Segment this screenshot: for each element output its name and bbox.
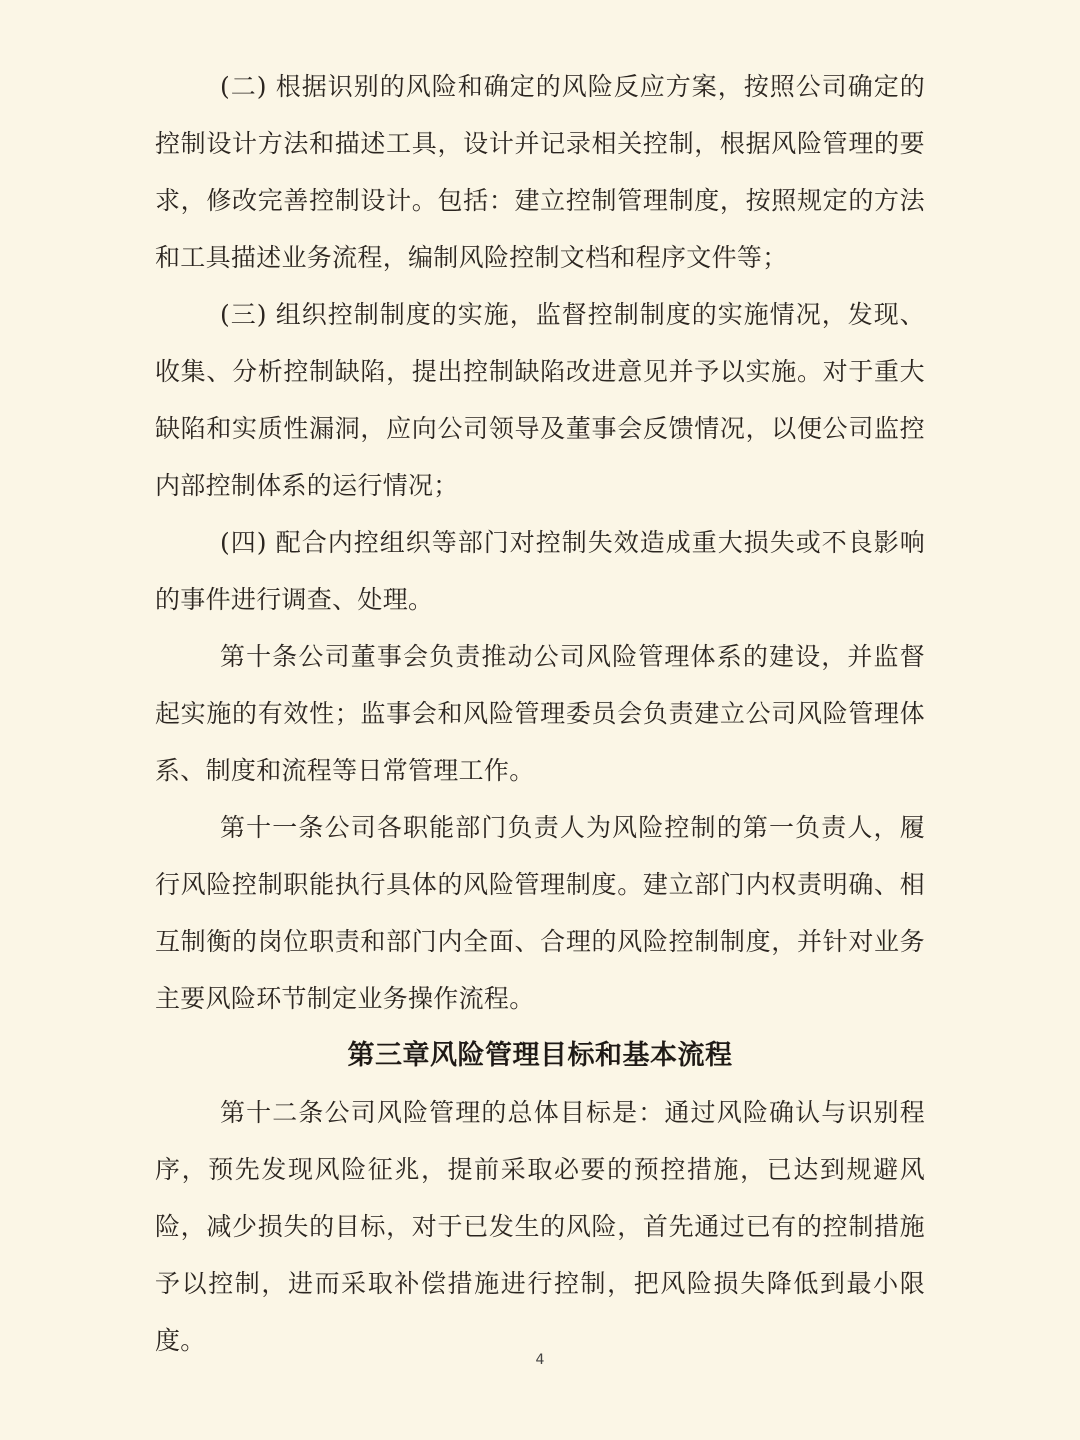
paragraph-article-12: 第十二条公司风险管理的总体目标是：通过风险确认与识别程序，预先发现风险征兆，提前采取必要的预控措施，已达到规避风险，减少损失的目标，对于已发生的风险，首先通过已有的控制措施予以控制，进而采取补偿措施进行控制，把风险损失降低到最小限度。 [155,1098,925,1355]
page-number: 4 [535,1352,545,1368]
paragraph-item-2: (二) 根据识别的风险和确定的风险反应方案，按照公司确定的控制设计方法和描述工具，设计并记录相关控制，根据风险管理的要求，修改完善控制设计。包括：建立控制管理制度，按照规定的方法和工具描述业务流程，编制风险控制文档和程序文件等； [155,72,925,272]
chapter-title: 第三章风险管理目标和基本流程 [347,1040,733,1071]
paragraph-article-10: 第十条公司董事会负责推动公司风险管理体系的建设，并监督起实施的有效性；监事会和风险管理委员会负责建立公司风险管理体系、制度和流程等日常管理工作。 [155,642,925,785]
document-body [155,58,925,1369]
paragraph-article-11: 第十一条公司各职能部门负责人为风险控制的第一负责人，履行风险控制职能执行具体的风险管理制度。建立部门内权责明确、相互制衡的岗位职责和部门内全面、合理的风险控制制度，并针对业务主要风险环节制定业务操作流程。 [155,813,925,1013]
paragraph-item-4: (四) 配合内控组织等部门对控制失效造成重大损失或不良影响的事件进行调查、处理。 [155,528,925,614]
paragraph-item-3: (三) 组织控制制度的实施，监督控制制度的实施情况，发现、收集、分析控制缺陷，提出控制缺陷改进意见并予以实施。对于重大缺陷和实质性漏洞，应向公司领导及董事会反馈情况，以便公司监控内部控制体系的运行情况； [155,300,925,500]
